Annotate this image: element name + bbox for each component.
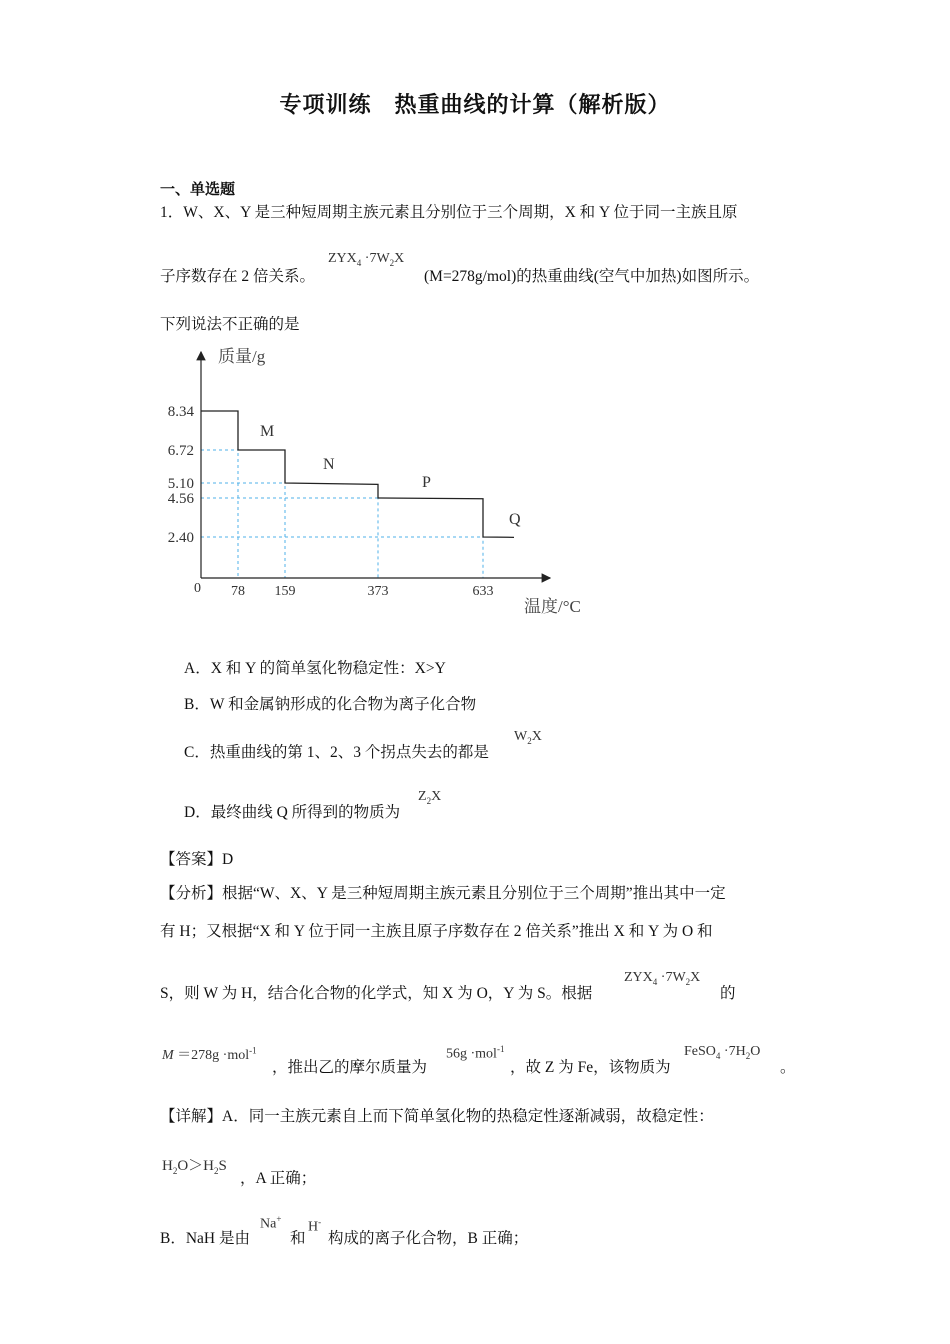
- formula-na-plus: Na+: [260, 1214, 282, 1232]
- formula-zyx4-7w2x: $ZYX_4 \cdot 7W_2X$: [328, 251, 405, 268]
- stage-label-n: N: [323, 456, 335, 473]
- option-a: A．X 和 Y 的简单氢化物稳定性：X>Y: [184, 660, 446, 677]
- x-tick-label: 159: [274, 584, 296, 599]
- stage-label-p: P: [422, 474, 431, 491]
- option-d: D．最终曲线 Q 所得到的物质为: [184, 804, 401, 821]
- formula-w2x: $W_2X$: [514, 729, 542, 746]
- stage-label-m: M: [260, 423, 275, 440]
- question-line-2b: (M=278g/mol)的热重曲线(空气中加热)如图所示。: [424, 268, 760, 285]
- x-tick-label: 78: [231, 584, 245, 599]
- formula-zyx4-7w2x-2: $ZYX_4 \cdot 7W_2X$: [624, 970, 701, 987]
- stage-label-q: Q: [509, 511, 521, 528]
- y-tick-label: 5.10: [167, 476, 194, 492]
- analysis-line-2: 有 H；又根据“X 和 Y 位于同一主族且原子序数存在 2 倍关系”推出 X 和 Y 为 O 和: [160, 923, 713, 940]
- y-tick-label: 4.56: [167, 491, 194, 507]
- answer: 【答案】D: [160, 851, 234, 868]
- x-tick-label: 633: [472, 584, 494, 599]
- question-line-1: 1．W、X、Y 是三种短周期主族元素且分别位于三个周期，X 和 Y 位于同一主族且原: [160, 204, 738, 221]
- detail-line-1: 【详解】A．同一主族元素自上而下简单氢化物的热稳定性逐渐减弱，故稳定性：: [160, 1108, 714, 1125]
- section-heading: 一、单选题: [160, 180, 236, 198]
- detail-line-3b: 构成的离子化合物，B 正确；: [328, 1230, 529, 1247]
- question-line-3: 下列说法不正确的是: [160, 316, 300, 333]
- mass-curve: [201, 411, 514, 537]
- analysis-line-4a: ，推出乙的摩尔质量为: [272, 1059, 428, 1076]
- x-tick-label: 373: [367, 584, 389, 599]
- y-axis-label: 质量/g: [218, 347, 266, 366]
- detail-line-2: ，A 正确；: [240, 1170, 317, 1187]
- y-tick-label: 2.40: [167, 530, 194, 546]
- analysis-line-3b: 的: [720, 985, 736, 1002]
- analysis-line-4c: 。: [780, 1059, 796, 1076]
- formula-h2o-h2s: $H_2O>H_2S$: [162, 1158, 227, 1176]
- analysis-line-4b: ，故 Z 为 Fe，该物质为: [510, 1059, 671, 1076]
- formula-feso4: FeSO$_4$ $\cdot 7H_2O$: [684, 1044, 761, 1061]
- thermogravimetric-chart: [150, 340, 610, 625]
- formula-molar-mass: M ＝278g ·mol$^{-1}$: [162, 1045, 257, 1063]
- formula-56g: 56g ·mol$^{-1}$: [446, 1044, 505, 1062]
- detail-line-3-mid: 和: [290, 1230, 306, 1247]
- y-tick-label: 8.34: [167, 404, 194, 420]
- option-b: B．W 和金属钠形成的化合物为离子化合物: [184, 696, 477, 713]
- analysis-line-1: 【分析】根据“W、X、Y 是三种短周期主族元素且分别位于三个周期”推出其中一定: [160, 885, 726, 902]
- detail-line-3a: B．NaH 是由: [160, 1230, 250, 1247]
- analysis-line-3a: S，则 W 为 H，结合化合物的化学式，知 X 为 O，Y 为 S。根据: [160, 985, 593, 1002]
- formula-h-minus: H-: [308, 1217, 322, 1235]
- origin-label: 0: [194, 581, 201, 596]
- x-axis-label: 温度/°C: [524, 597, 581, 616]
- formula-z2x: $Z_2X$: [418, 789, 442, 806]
- question-line-2a: 子序数存在 2 倍关系。: [160, 268, 316, 285]
- y-tick-label: 6.72: [167, 443, 194, 459]
- page-title: 专项训练 热重曲线的计算（解析版）: [279, 93, 671, 118]
- option-c: C．热重曲线的第 1、2、3 个拐点失去的都是: [184, 744, 489, 761]
